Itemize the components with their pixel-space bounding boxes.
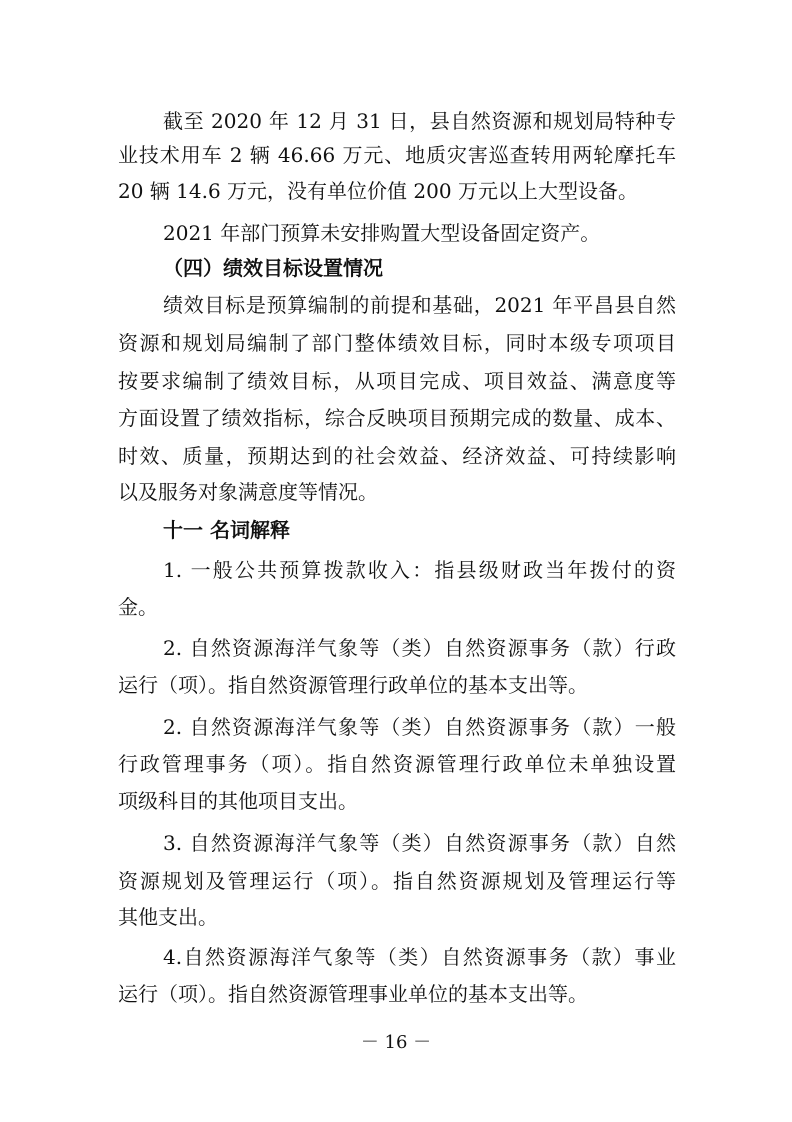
paragraph-line: 行政管理事务（项）。指自然资源管理行政单位未单独设置 [118,752,676,776]
paragraph-line: 运行（项）。指自然资源管理事业单位的基本支出等。 [118,982,588,1006]
paragraph-line: 2. 自然资源海洋气象等（类）自然资源事务（款）行政 [163,636,676,660]
paragraph-line: 按要求编制了绩效目标，从项目完成、项目效益、满意度等 [118,369,676,393]
paragraph-line: 1. 一般公共预算拨款收入：指县级财政当年拨付的资 [163,558,676,582]
paragraph-line: 资源和规划局编制了部门整体绩效目标，同时本级专项项目 [118,331,676,355]
paragraph-line: 时效、质量，预期达到的社会效益、经济效益、可持续影响 [118,444,676,468]
paragraph-line: 2. 自然资源海洋气象等（类）自然资源事务（款）一般 [163,715,676,739]
paragraph-line: 截至 2020 年 12 月 31 日，县自然资源和规划局特种专 [163,109,676,133]
paragraph-line: 方面设置了绩效指标，综合反映项目预期完成的数量、成本、 [118,406,676,430]
section-heading: 十一 名词解释 [163,518,290,542]
page-number: － 16 － [360,1032,432,1053]
paragraph-line: 绩效目标是预算编制的前提和基础，2021 年平昌县自然 [163,293,676,317]
paragraph-line: 4.自然资源海洋气象等（类）自然资源事务（款）事业 [163,945,676,969]
paragraph-line: 运行（项）。指自然资源管理行政单位的基本支出等。 [118,673,588,697]
paragraph-line: 3. 自然资源海洋气象等（类）自然资源事务（款）自然 [163,831,676,855]
paragraph-line: 其他支出。 [118,905,218,929]
paragraph-line: 资源规划及管理运行（项）。指自然资源规划及管理运行等 [118,869,676,893]
section-heading: （四）绩效目标设置情况 [163,256,383,280]
paragraph-line: 2021 年部门预算未安排购置大型设备固定资产。 [163,221,601,245]
paragraph-line: 金。 [118,595,158,619]
paragraph-line: 项级科目的其他项目支出。 [118,789,358,813]
paragraph-line: 业技术用车 2 辆 46.66 万元、地质灾害巡查转用两轮摩托车 [118,143,676,167]
paragraph-line: 20 辆 14.6 万元，没有单位价值 200 万元以上大型设备。 [118,179,638,203]
paragraph-line: 以及服务对象满意度等情况。 [118,480,378,504]
